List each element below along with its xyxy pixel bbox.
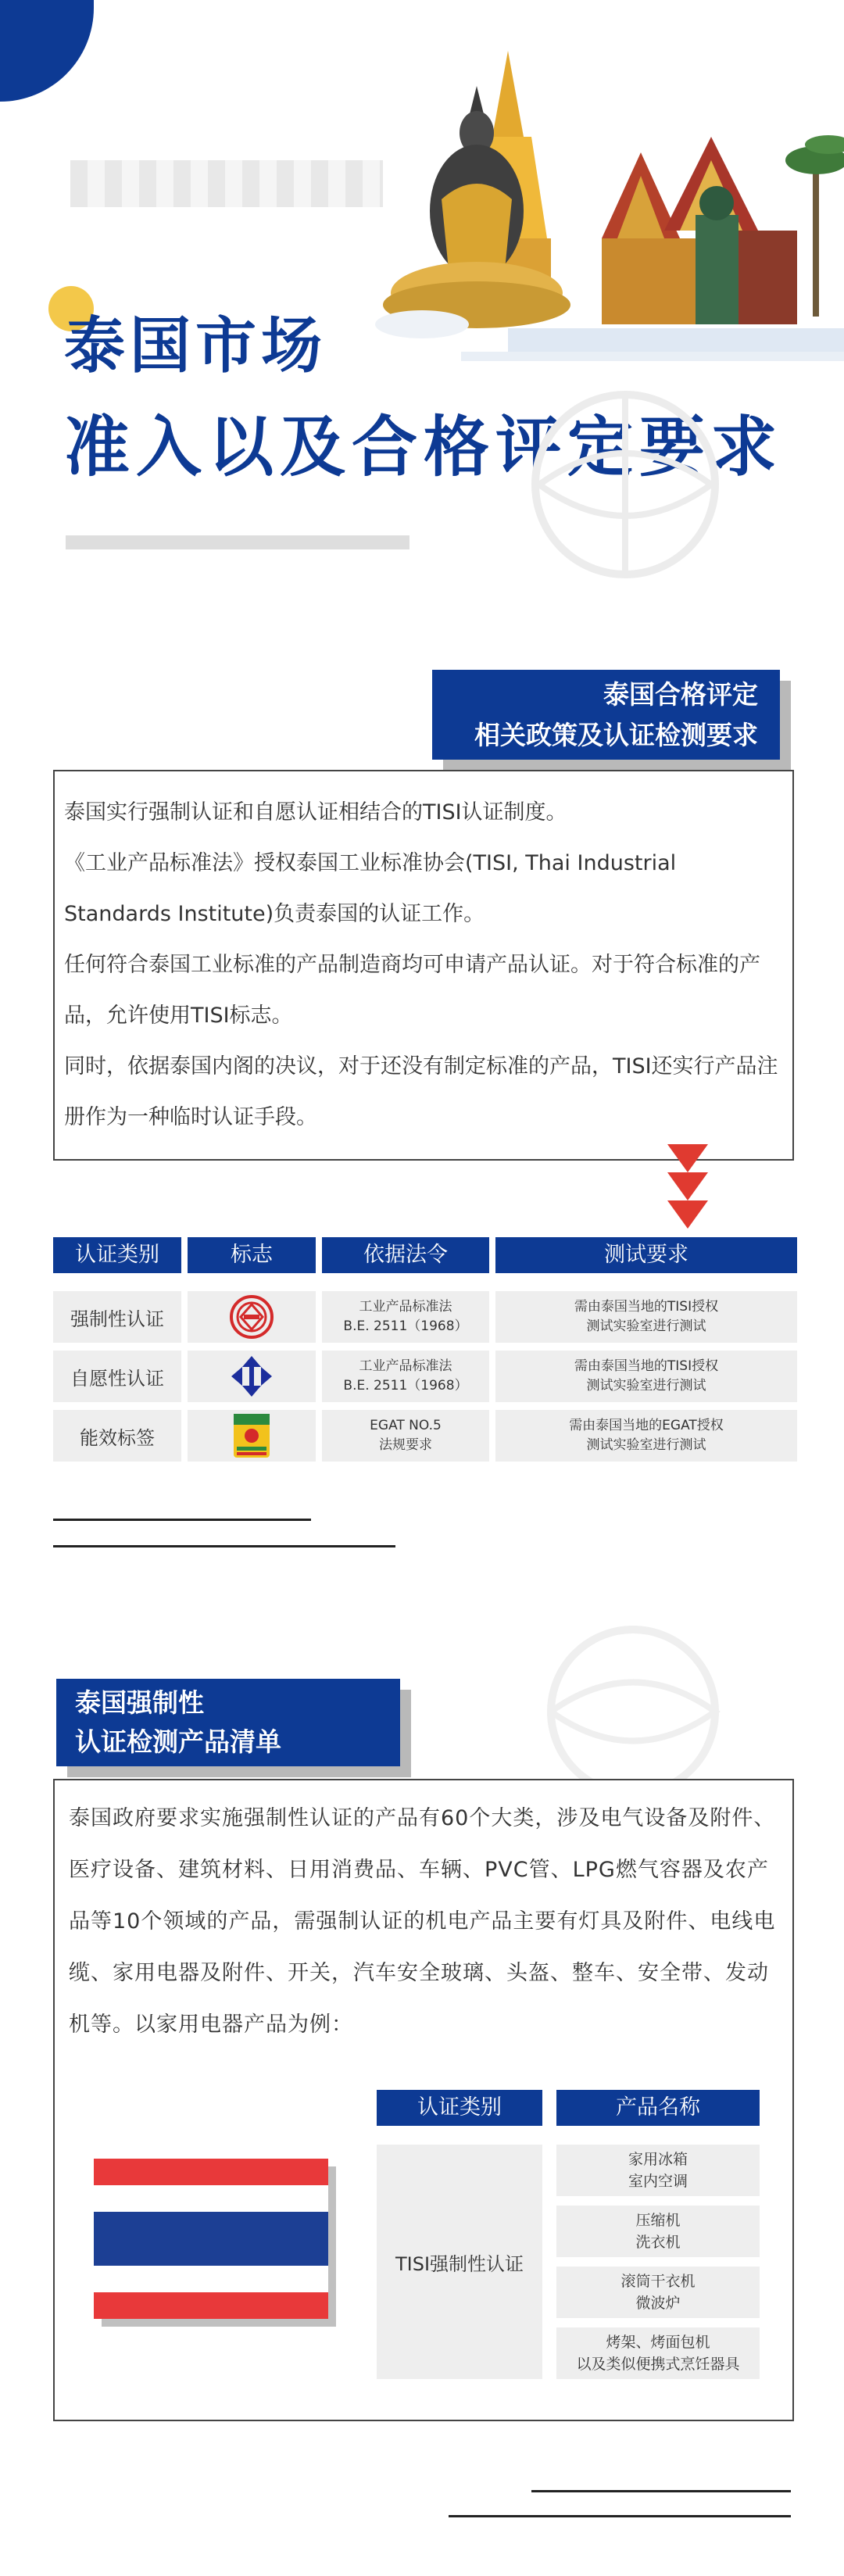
table2-cell-product [556,2267,760,2318]
test-line: 测试实验室进行测试 [586,1318,706,1334]
table1-cell-test [495,1291,797,1343]
table1-cell-test [495,1351,797,1402]
table1-cell-type: 能效标签 [53,1410,181,1462]
table1-cell-type: 强制性认证 [53,1291,181,1343]
table2-cell-product [556,2145,760,2196]
section1-text-box [53,770,794,1161]
divider-line [531,2490,791,2492]
corner-decoration [0,0,94,102]
law-line: 工业产品标准法 [359,1299,452,1315]
pixel-pattern-decoration [70,160,383,207]
table1-cell-logo [188,1410,316,1462]
test-line: 测试实验室进行测试 [586,1378,706,1394]
table1-header-type: 认证类别 [53,1237,181,1273]
thailand-flag [94,2159,328,2319]
table1-cell-logo [188,1291,316,1343]
section2-paragraph: 泰国政府要求实施强制性认证的产品有60个大类，涉及电气设备及附件、医疗设备、建筑材料、日用消费品、车辆、PVC管、LPG燃气容器及农产品等10个领域的产品，需强制认证的机电产品主要有灯具及附件、电线电缆、家用电器及附件、开关，汽车安全玻璃、头盔、整车、安全带、发动机等。以家用电器产品为例： [69,1806,776,2037]
thailand-globe-watermark [485,375,766,594]
section1-heading-line1: 泰国合格评定 [603,679,758,710]
table1-cell-test [495,1410,797,1462]
product-line: 室内空调 [628,2173,688,2190]
table1-cell-law [322,1410,489,1462]
product-line: 洗衣机 [635,2234,681,2251]
table2-cell-product [556,2206,760,2257]
section1-paragraph: 任何符合泰国工业标准的产品制造商均可申请产品认证。对于符合标准的产品，允许使用TISI标志。 [64,953,760,1028]
test-line: 需由泰国当地的TISI授权 [574,1299,719,1315]
table1-header-law: 依据法令 [322,1237,489,1273]
section2-heading-line1: 泰国强制性 [75,1687,204,1718]
law-line: B.E. 2511（1968） [343,1378,468,1394]
table1-cell-law [322,1351,489,1402]
divider-line [53,1545,395,1547]
table1-cell-type: 自愿性认证 [53,1351,181,1402]
divider-line [449,2515,791,2517]
table1-cell-logo [188,1351,316,1402]
section2-heading [56,1679,400,1766]
law-line: EGAT NO.5 [370,1418,442,1433]
tisi-voluntary-mark-icon [228,1353,275,1400]
down-arrows-icon [664,1141,711,1233]
table2-cell-product [556,2327,760,2379]
title-underline-decoration [66,535,409,549]
section1-paragraph: 同时，依据泰国内阁的决议，对于还没有制定标准的产品，TISI还实行产品注册作为一种临时认证手段。 [64,1054,778,1129]
section1-paragraph: 泰国实行强制认证和自愿认证相结合的TISI认证制度。 [64,800,567,825]
section1-paragraph: 《工业产品标准法》授权泰国工业标准协会(TISI, Thai Industrial Standards Institute)负责泰国的认证工作。 [64,851,677,926]
test-line: 需由泰国当地的TISI授权 [574,1358,719,1374]
product-line: 以及类似便携式烹饪器具 [576,2356,740,2373]
table1-cell-law [322,1291,489,1343]
section1-heading-line2: 相关政策及认证检测要求 [474,720,758,750]
table1-header-test: 测试要求 [495,1237,797,1273]
law-line: 工业产品标准法 [359,1358,452,1374]
table2-cell-category: TISI强制性认证 [377,2145,542,2379]
section1-heading [432,670,780,760]
product-line: 烤架、烤面包机 [606,2334,710,2351]
divider-line [53,1519,311,1521]
product-line: 压缩机 [635,2212,681,2229]
product-line: 家用冰箱 [628,2151,688,2168]
law-line: 法规要求 [379,1437,432,1453]
page-title-line2: 准入以及合格评定要求 [64,409,784,485]
product-line: 滚筒干衣机 [620,2273,696,2290]
test-line: 需由泰国当地的EGAT授权 [569,1418,724,1433]
egat-label-icon [232,1412,271,1459]
tisi-mandatory-mark-icon [228,1293,275,1340]
test-line: 测试实验室进行测试 [586,1437,706,1453]
section2-heading-line2: 认证检测产品清单 [75,1726,281,1757]
product-line: 微波炉 [635,2295,681,2312]
table2-header-type: 认证类别 [377,2090,542,2126]
law-line: B.E. 2511（1968） [343,1318,468,1334]
thai-temple-illustration [367,43,844,371]
table1-header-logo: 标志 [188,1237,316,1273]
table2-header-product: 产品名称 [556,2090,760,2126]
page-title-line1: 泰国市场 [64,311,327,381]
